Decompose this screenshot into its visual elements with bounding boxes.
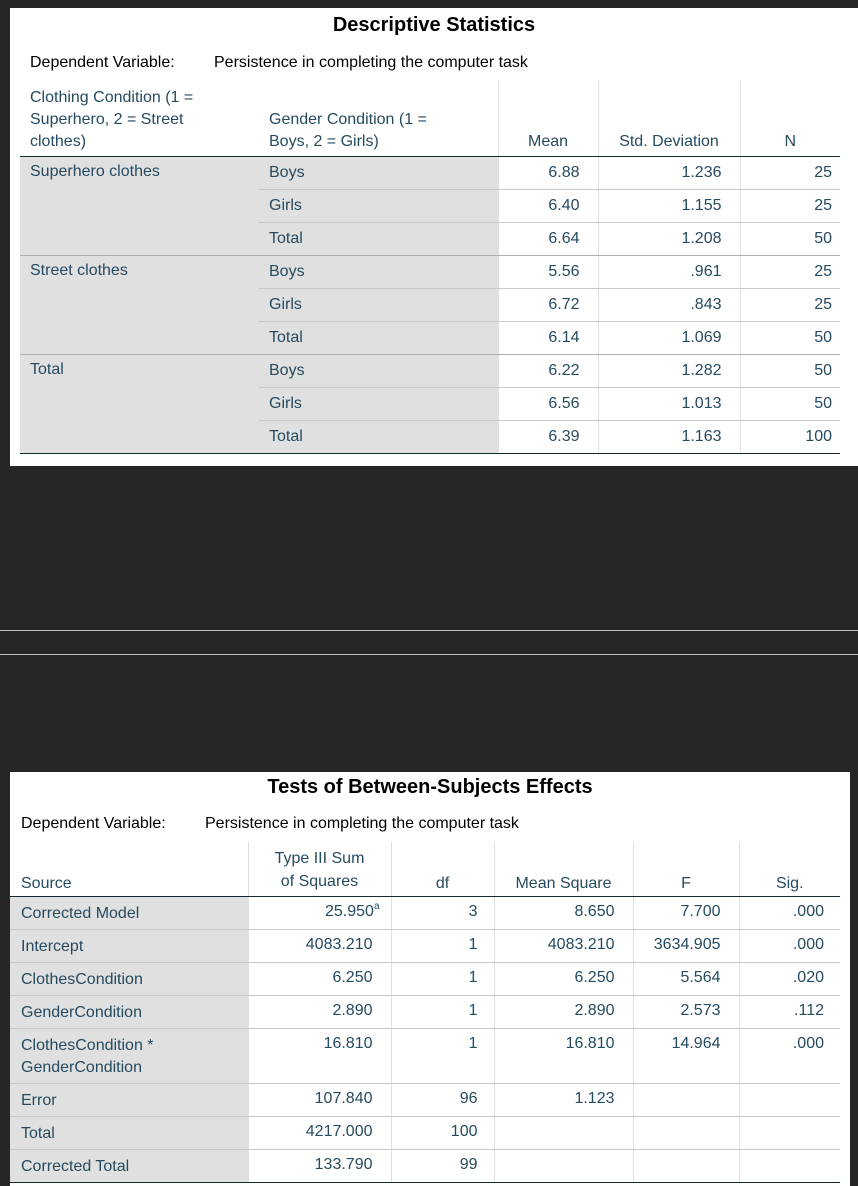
mean-cell: 6.39 bbox=[498, 420, 598, 453]
f-cell: 7.700 bbox=[633, 896, 739, 929]
n-cell: 100 bbox=[740, 420, 840, 453]
df-cell: 99 bbox=[391, 1149, 494, 1182]
effects-dependent-variable bbox=[21, 815, 519, 833]
mean-cell: 6.88 bbox=[498, 156, 598, 189]
mean-cell: 6.72 bbox=[498, 288, 598, 321]
group-cell bbox=[20, 288, 259, 321]
gender-cell: Total bbox=[259, 222, 498, 255]
dv-value: Persistence in completing the computer task bbox=[205, 815, 519, 832]
n-cell: 25 bbox=[740, 189, 840, 222]
table-row bbox=[20, 354, 840, 387]
df-cell: 1 bbox=[391, 929, 494, 962]
mean-cell: 6.22 bbox=[498, 354, 598, 387]
header-df: df bbox=[391, 842, 494, 896]
group-cell bbox=[20, 420, 259, 453]
dv-value: Persistence in completing the computer task bbox=[214, 54, 528, 71]
ss-cell: 4217.000 bbox=[248, 1116, 391, 1149]
header-mean-square: Mean Square bbox=[494, 842, 633, 896]
mean-square-cell bbox=[494, 1116, 633, 1149]
df-cell: 100 bbox=[391, 1116, 494, 1149]
table-row bbox=[20, 420, 840, 453]
df-cell: 96 bbox=[391, 1083, 494, 1116]
mean-cell: 6.64 bbox=[498, 222, 598, 255]
df-cell: 1 bbox=[391, 962, 494, 995]
std-cell: 1.155 bbox=[598, 189, 740, 222]
effects-title: Tests of Between-Subjects Effects bbox=[267, 776, 593, 798]
mean-cell: 6.40 bbox=[498, 189, 598, 222]
mean-cell: 6.56 bbox=[498, 387, 598, 420]
source-cell: ClothesCondition bbox=[10, 962, 248, 995]
f-cell: 14.964 bbox=[633, 1028, 739, 1083]
effects-header-row bbox=[10, 842, 840, 896]
n-cell: 50 bbox=[740, 321, 840, 354]
sig-cell bbox=[739, 1116, 840, 1149]
header-sum-of-squares: Type III Sum of Squares bbox=[248, 842, 391, 896]
std-cell: 1.208 bbox=[598, 222, 740, 255]
sig-cell bbox=[739, 1149, 840, 1182]
descriptive-header-row bbox=[20, 80, 840, 156]
std-cell: .843 bbox=[598, 288, 740, 321]
f-cell: 5.564 bbox=[633, 962, 739, 995]
gender-cell: Boys bbox=[259, 354, 498, 387]
ss-cell: 2.890 bbox=[248, 995, 391, 1028]
mean-square-cell: 2.890 bbox=[494, 995, 633, 1028]
header-mean: Mean bbox=[498, 80, 598, 156]
dv-label: Dependent Variable: bbox=[30, 54, 175, 71]
group-cell bbox=[20, 387, 259, 420]
source-cell: Corrected Total bbox=[10, 1149, 248, 1182]
header-f: F bbox=[633, 842, 739, 896]
header-n: N bbox=[740, 80, 840, 156]
divider-line bbox=[0, 654, 858, 655]
n-cell: 50 bbox=[740, 354, 840, 387]
header-gender-condition: Gender Condition (1 = Boys, 2 = Girls) bbox=[259, 80, 498, 156]
source-cell: GenderCondition bbox=[10, 995, 248, 1028]
dv-label: Dependent Variable: bbox=[21, 815, 166, 832]
std-cell: 1.236 bbox=[598, 156, 740, 189]
ss-cell: 133.790 bbox=[248, 1149, 391, 1182]
n-cell: 25 bbox=[740, 288, 840, 321]
mean-square-cell: 8.650 bbox=[494, 896, 633, 929]
table-row bbox=[10, 1116, 840, 1149]
effects-table bbox=[10, 842, 840, 1183]
group-cell bbox=[20, 189, 259, 222]
header-source: Source bbox=[10, 842, 248, 896]
table-row bbox=[10, 1028, 840, 1083]
gender-cell: Total bbox=[259, 321, 498, 354]
gender-cell: Girls bbox=[259, 387, 498, 420]
ss-cell: 16.810 bbox=[248, 1028, 391, 1083]
table-row bbox=[10, 896, 840, 929]
gender-cell: Boys bbox=[259, 156, 498, 189]
f-cell bbox=[633, 1149, 739, 1182]
sig-cell: .112 bbox=[739, 995, 840, 1028]
source-cell: ClothesCondition * GenderCondition bbox=[10, 1028, 248, 1083]
gender-cell: Total bbox=[259, 420, 498, 453]
header-sig: Sig. bbox=[739, 842, 840, 896]
group-cell bbox=[20, 321, 259, 354]
descriptive-table bbox=[20, 80, 840, 454]
table-row bbox=[10, 929, 840, 962]
mean-square-cell: 6.250 bbox=[494, 962, 633, 995]
std-cell: 1.013 bbox=[598, 387, 740, 420]
source-cell: Intercept bbox=[10, 929, 248, 962]
table-row bbox=[10, 995, 840, 1028]
sig-cell: .000 bbox=[739, 896, 840, 929]
sig-cell: .000 bbox=[739, 1028, 840, 1083]
f-cell bbox=[633, 1083, 739, 1116]
mean-cell: 6.14 bbox=[498, 321, 598, 354]
footnote-mark: a bbox=[373, 900, 380, 912]
n-cell: 50 bbox=[740, 387, 840, 420]
descriptive-statistics-panel bbox=[10, 8, 858, 466]
table-row bbox=[20, 387, 840, 420]
group-cell: Street clothes bbox=[20, 255, 259, 288]
header-clothing-condition: Clothing Condition (1 = Superhero, 2 = Street clothes) bbox=[20, 80, 259, 156]
divider-line bbox=[0, 630, 858, 631]
table-row bbox=[20, 321, 840, 354]
n-cell: 25 bbox=[740, 156, 840, 189]
std-cell: 1.069 bbox=[598, 321, 740, 354]
mean-cell: 5.56 bbox=[498, 255, 598, 288]
std-cell: .961 bbox=[598, 255, 740, 288]
ss-cell: 4083.210 bbox=[248, 929, 391, 962]
f-cell bbox=[633, 1116, 739, 1149]
header-std-deviation: Std. Deviation bbox=[598, 80, 740, 156]
std-cell: 1.163 bbox=[598, 420, 740, 453]
gender-cell: Girls bbox=[259, 189, 498, 222]
source-cell: Total bbox=[10, 1116, 248, 1149]
table-row bbox=[20, 288, 840, 321]
source-cell: Corrected Model bbox=[10, 896, 248, 929]
sig-cell: .020 bbox=[739, 962, 840, 995]
table-row bbox=[10, 1149, 840, 1182]
mean-square-cell: 1.123 bbox=[494, 1083, 633, 1116]
n-cell: 25 bbox=[740, 255, 840, 288]
ss-cell: 25.950$^a$ bbox=[248, 896, 391, 929]
table-row bbox=[20, 222, 840, 255]
descriptive-title: Descriptive Statistics bbox=[332, 14, 536, 36]
f-cell: 2.573 bbox=[633, 995, 739, 1028]
group-cell: Superhero clothes bbox=[20, 156, 259, 189]
df-cell: 3 bbox=[391, 896, 494, 929]
df-cell: 1 bbox=[391, 1028, 494, 1083]
table-row bbox=[10, 962, 840, 995]
between-subjects-effects-panel bbox=[10, 772, 850, 1186]
table-row bbox=[10, 1083, 840, 1116]
table-row bbox=[20, 255, 840, 288]
f-cell: 3634.905 bbox=[633, 929, 739, 962]
table-row bbox=[20, 189, 840, 222]
source-cell: Error bbox=[10, 1083, 248, 1116]
mean-square-cell: 4083.210 bbox=[494, 929, 633, 962]
std-cell: 1.282 bbox=[598, 354, 740, 387]
df-cell: 1 bbox=[391, 995, 494, 1028]
group-cell: Total bbox=[20, 354, 259, 387]
gender-cell: Boys bbox=[259, 255, 498, 288]
sig-cell: .000 bbox=[739, 929, 840, 962]
mean-square-cell: 16.810 bbox=[494, 1028, 633, 1083]
ss-cell: 6.250 bbox=[248, 962, 391, 995]
group-cell bbox=[20, 222, 259, 255]
gender-cell: Girls bbox=[259, 288, 498, 321]
n-cell: 50 bbox=[740, 222, 840, 255]
table-row bbox=[20, 156, 840, 189]
ss-cell: 107.840 bbox=[248, 1083, 391, 1116]
mean-square-cell bbox=[494, 1149, 633, 1182]
sig-cell bbox=[739, 1083, 840, 1116]
descriptive-dependent-variable bbox=[30, 54, 528, 72]
